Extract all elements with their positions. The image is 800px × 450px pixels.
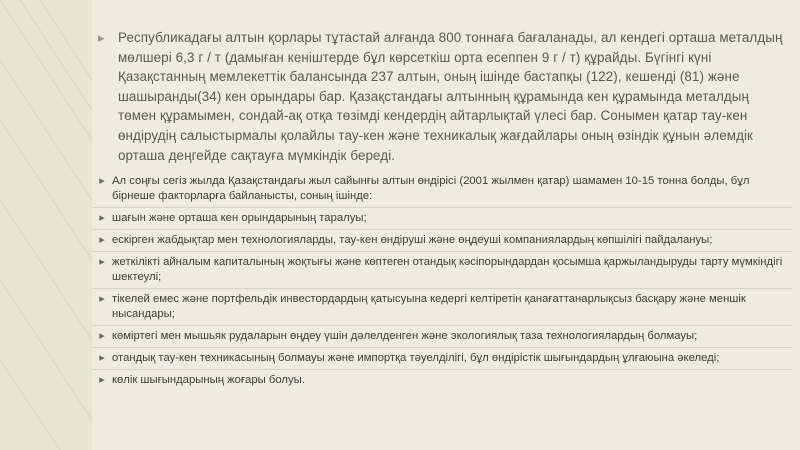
list-item-text: Ал соңғы сегіз жылда Қазақстандағы жыл сайынғы алтын өндірісі (2001 жылмен қатар) шамамен 10-15 тонна болды, бұл бірнеше факторларға байланысты, соның ішінде: <box>112 175 750 203</box>
bullet-arrow-icon: ▸ <box>99 234 105 247</box>
list-item <box>92 230 792 252</box>
sidebar-pattern-icon <box>0 0 92 450</box>
list-item-text: шағын және орташа кен орындарының таралуы; <box>112 212 367 225</box>
list-item-text: отандық тау-кен техникасының болмауы және импортқа тәуелділігі, бұл өндірістік шығындардың ұлғаюына әкеледі; <box>112 352 720 365</box>
list-item <box>92 171 792 208</box>
list-item-text: көміртегі мен мышьяк рудаларын өңдеу үшін дәлелденген және экологиялық таза технологиялардың болмауы; <box>112 330 698 343</box>
intro-text: Республикадағы алтын қорлары тұтастай алғанда 800 тоннаға бағаланады, ал кендегі орташа металдың мөлшері 6,3 г / т (дамыған кеніштерде бұл көрсеткіш орта есеппен 9 г / т) құрайды. Бүгінгі күні Қазақстанның мемлекеттік балансында 237 алтын, оның ішінде бастапқы (122), кешенді (81) және шашыранды(34) кен орындары бар. Қазақстандағы алтынның құрамында кен құрамында металдың төмен құрамымен, сондай-ақ отқа төзімді кендердің айтарлықтай үлесі бар. Сонымен қатар тау-кен өндірудің салыстырмалы қолайлы тау-кен және техникалық жағдайлары оның өзіндік құнын әлемдік орташа деңгейде сақтауға мүмкіндік береді. <box>118 30 783 163</box>
bullet-arrow-icon: ▸ <box>99 330 105 343</box>
bullet-arrow-icon: ▸ <box>99 374 105 387</box>
list-item <box>92 348 792 370</box>
list-item-text: ескірген жабдықтар мен технологияларды, тау-кен өндіруші және өңдеуші компаниялардың көпшілігі пайдалануы; <box>112 234 713 247</box>
intro-paragraph <box>92 28 792 165</box>
list-item <box>92 289 792 326</box>
list-item <box>92 370 792 391</box>
list-item <box>92 252 792 289</box>
list-item <box>92 208 792 230</box>
list-item-text: жеткілікті айналым капиталының жоқтығы және көптеген отандық кәсіпорындардан қосымша қаржыландыруды тарту мүмкіндігі шектеулі; <box>112 256 783 284</box>
decorative-sidebar <box>0 0 92 450</box>
list-item-text: көлік шығындарының жоғары болуы. <box>112 374 305 387</box>
list-item-text: тікелей емес және портфельдік инвестордардың қатысуына кедергі келтіретін қанағаттанарлықсыз басқару және меншік нысандары; <box>112 293 746 321</box>
slide-content <box>92 28 792 391</box>
bullet-arrow-icon: ▸ <box>99 293 105 306</box>
list-item <box>92 326 792 348</box>
bullet-list <box>92 171 792 391</box>
bullet-arrow-icon: ▸ <box>99 256 105 269</box>
bullet-arrow-icon: ▸ <box>99 175 105 188</box>
bullet-arrow-icon: ▸ <box>99 212 105 225</box>
bullet-arrow-icon: ▸ <box>98 30 105 45</box>
bullet-arrow-icon: ▸ <box>99 352 105 365</box>
